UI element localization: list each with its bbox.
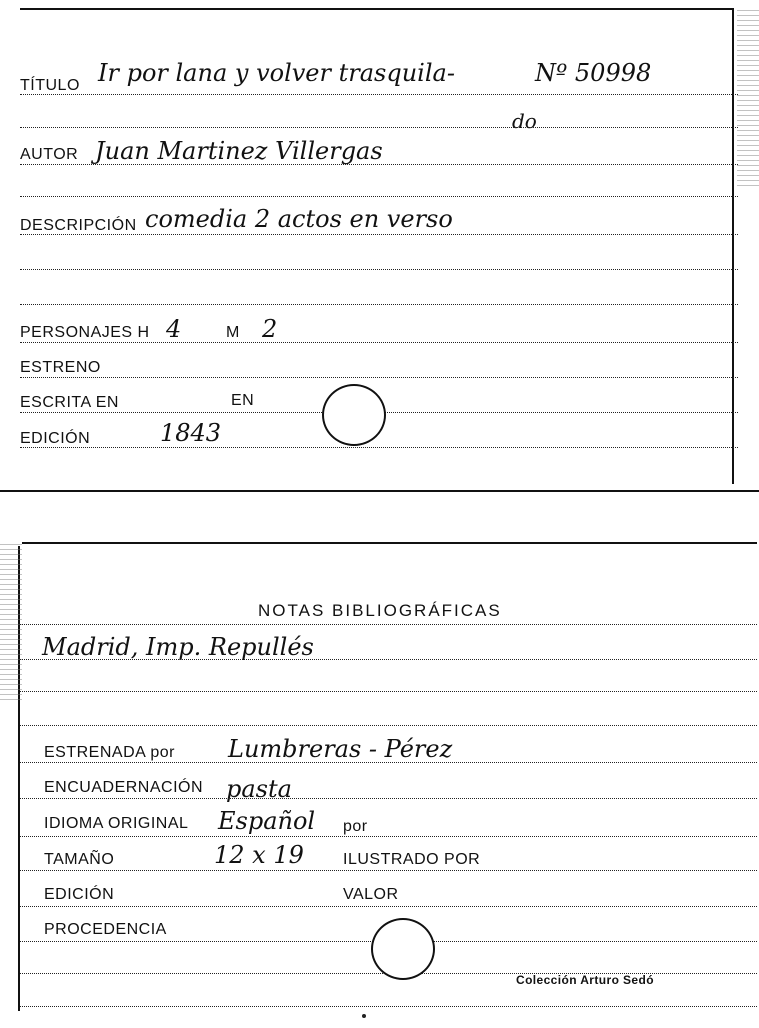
- autor-line: [20, 164, 738, 165]
- edicion-line: [20, 447, 738, 448]
- blank-line: [20, 691, 757, 692]
- catalog-number: Nº 50998: [535, 59, 652, 87]
- estreno-line: [20, 377, 738, 378]
- blank-line: [20, 1006, 757, 1007]
- tamano-line: [20, 870, 757, 871]
- encuadernacion-line: [20, 798, 757, 799]
- edicion-label: EDICIÓN: [20, 430, 91, 447]
- scan-noise: [737, 10, 759, 190]
- catalog-card-back: [0, 540, 759, 1028]
- personajes-m-value: 2: [262, 315, 278, 343]
- titulo-value: Ir por lana y volver trasquila-: [98, 59, 455, 87]
- escrita-en-label: EN: [231, 392, 255, 409]
- autor-label: AUTOR: [20, 146, 79, 163]
- notas-value: Madrid, Imp. Repullés: [42, 633, 314, 661]
- card-top-edge: [20, 8, 734, 10]
- card-bottom-edge: [0, 490, 759, 492]
- blank-line: [20, 725, 757, 726]
- collection-stamp: Colección Arturo Sedó: [516, 973, 654, 987]
- encuadernacion-label: ENCUADERNACIÓN: [44, 779, 204, 796]
- ink-dot: [362, 1014, 366, 1018]
- estrenada-value: Lumbreras - Pérez: [228, 735, 453, 763]
- titulo-superscript: do: [512, 109, 537, 133]
- scan-noise: [0, 544, 22, 704]
- blank-line: [20, 196, 738, 197]
- estreno-label: ESTRENO: [20, 359, 101, 376]
- notas-line: [20, 659, 757, 660]
- idioma-por-label: por: [343, 818, 368, 835]
- edicion-back-line: [20, 906, 757, 907]
- estrenada-line: [20, 762, 757, 763]
- personajes-h-value: 4: [166, 315, 182, 343]
- edicion-back-label: EDICIÓN: [44, 886, 115, 903]
- blank-line: [20, 269, 738, 270]
- notas-heading: NOTAS BIBLIOGRÁFICAS: [258, 601, 502, 620]
- titulo-label: TÍTULO: [20, 77, 80, 94]
- punch-hole: [371, 918, 435, 980]
- catalog-card-front: [0, 0, 759, 494]
- tamano-label: TAMAÑO: [44, 851, 115, 868]
- valor-label: VALOR: [343, 886, 399, 903]
- estrenada-label: ESTRENADA por: [44, 744, 175, 761]
- idioma-label: IDIOMA ORIGINAL: [44, 815, 189, 832]
- personajes-line: [20, 342, 738, 343]
- descripcion-value: comedia 2 actos en verso: [145, 205, 453, 233]
- escrita-label: ESCRITA EN: [20, 394, 119, 411]
- procedencia-label: PROCEDENCIA: [44, 921, 167, 938]
- idioma-line: [20, 836, 757, 837]
- heading-line: [20, 624, 757, 625]
- titulo-line: [20, 94, 738, 95]
- descripcion-line: [20, 234, 738, 235]
- idioma-value: Español: [218, 807, 316, 835]
- blank-line: [20, 127, 738, 128]
- edicion-value: 1843: [160, 419, 222, 447]
- card-top-edge: [22, 542, 757, 544]
- encuadernacion-value: pasta: [226, 775, 292, 803]
- descripcion-label: DESCRIPCIÓN: [20, 217, 137, 234]
- personajes-label: PERSONAJES H: [20, 324, 150, 341]
- blank-line: [20, 304, 738, 305]
- punch-hole: [322, 384, 386, 446]
- tamano-value: 12 x 19: [214, 841, 304, 869]
- personajes-m-label: M: [226, 324, 240, 341]
- ilustrado-label: ILUSTRADO POR: [343, 851, 481, 868]
- autor-value: Juan Martinez Villergas: [95, 137, 383, 165]
